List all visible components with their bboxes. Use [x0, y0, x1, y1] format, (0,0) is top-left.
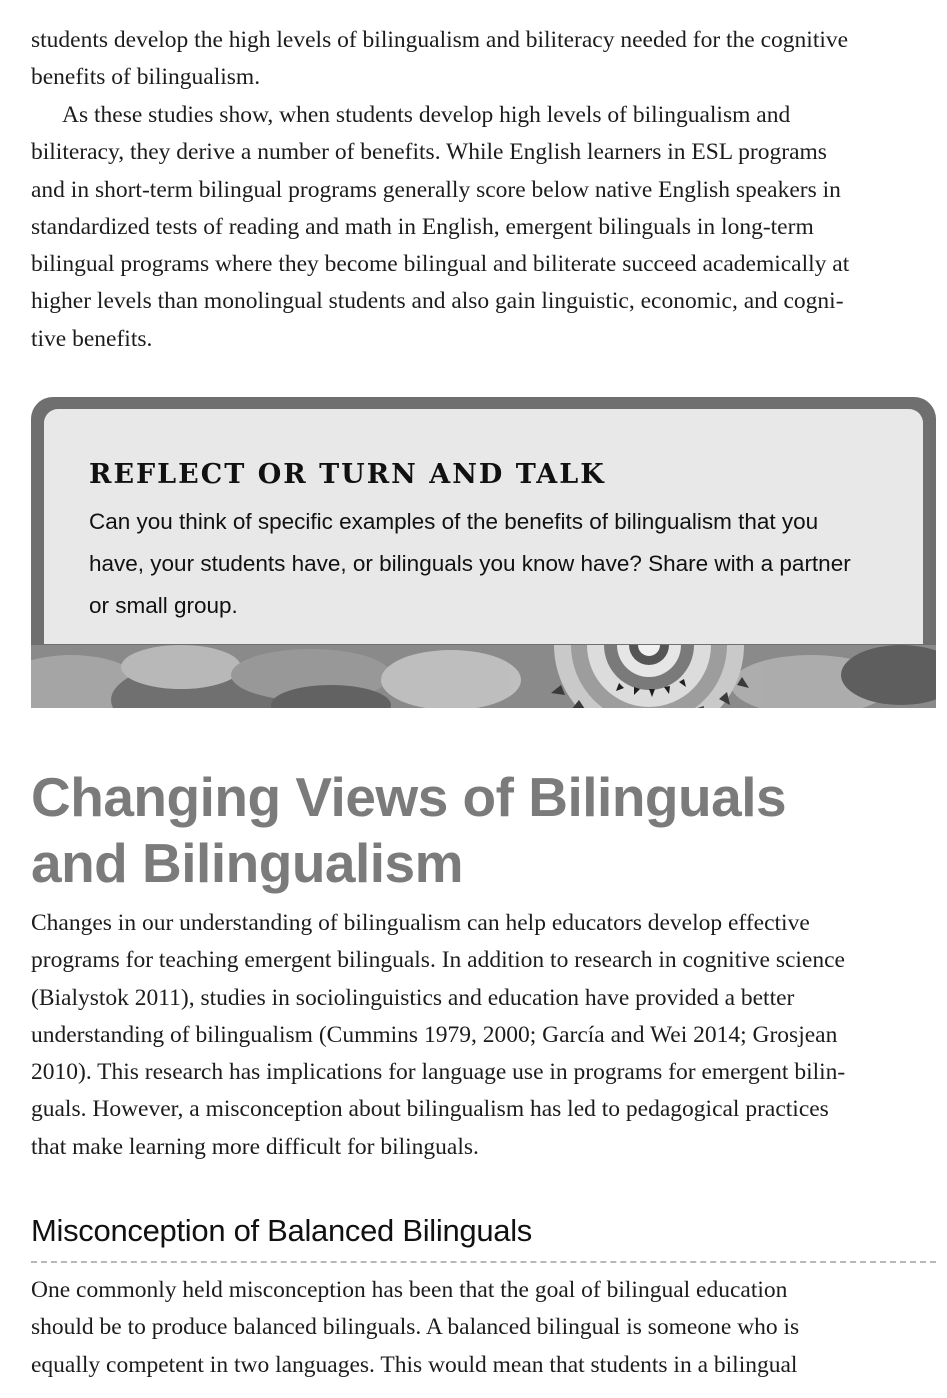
section-heading — [31, 764, 936, 896]
text-line: higher levels than monolingual students and also gain linguistic, economic, and cogni- — [31, 288, 844, 315]
paragraph-misconception — [31, 1272, 936, 1384]
text-line: equally competent in two languages. This would mean that students in a bilingual — [31, 1351, 798, 1378]
reflect-box-title: REFLECT OR TURN AND TALK — [89, 459, 606, 490]
text-line: (Bialystok 2011), studies in sociolinguistics and education have provided a better — [31, 984, 795, 1011]
text-line: benefits of bilingualism. — [31, 64, 261, 91]
paragraph-benefits — [31, 97, 936, 358]
text-line: guals. However, a misconception about bilingualism has led to pedagogical practices — [31, 1096, 829, 1123]
text-line: should be to produce balanced bilinguals. A balanced bilingual is someone who is — [31, 1314, 800, 1341]
paragraph-continued — [31, 22, 936, 97]
text-line: tive benefits. — [31, 325, 153, 352]
text-line: One commonly held misconception has been that the goal of bilingual education — [31, 1277, 788, 1303]
text-line: programs for teaching emergent bilinguals. In addition to research in cognitive science — [31, 947, 845, 974]
text-line: Changes in our understanding of bilingualism can help educators develop effective — [31, 910, 810, 936]
reflect-box-text — [89, 501, 889, 627]
mandala-ornament-icon — [31, 645, 936, 708]
section-heading-line: Changing Views of Bilinguals — [31, 766, 787, 828]
text-line: biliteracy, they derive a number of benefits. While English learners in ESL programs — [31, 139, 827, 166]
text-line: 2010). This research has implications for language use in programs for emergent bilin- — [31, 1059, 846, 1086]
text-line: that make learning more difficult for bilinguals. — [31, 1133, 479, 1160]
text-line: standardized tests of reading and math in English, emergent bilinguals in long-term — [31, 213, 814, 240]
paragraph-section-intro — [31, 905, 936, 1166]
text-line: understanding of bilingualism (Cummins 1979, 2000; García and Wei 2014; Grosjean — [31, 1021, 838, 1048]
section-heading-line: and Bilingualism — [31, 832, 464, 894]
reflect-box-panel — [44, 409, 923, 644]
text-line: or small group. — [89, 593, 238, 618]
text-line: As these studies show, when students develop high levels of bilingualism and — [62, 102, 791, 128]
text-line: and in short-term bilingual programs generally score below native English speakers in — [31, 176, 841, 203]
text-line: Can you think of specific examples of the benefits of bilingualism that you — [89, 509, 819, 534]
text-line: have, your students have, or bilinguals you know have? Share with a partner — [89, 551, 851, 576]
text-line: students develop the high levels of bilingualism and biliteracy needed for the cognitive — [31, 27, 849, 53]
dashed-divider — [31, 1261, 936, 1263]
subsection-heading: Misconception of Balanced Bilinguals — [31, 1213, 533, 1248]
reflect-box — [31, 397, 936, 708]
text-line: bilingual programs where they become bilingual and biliterate succeed academically at — [31, 251, 850, 278]
